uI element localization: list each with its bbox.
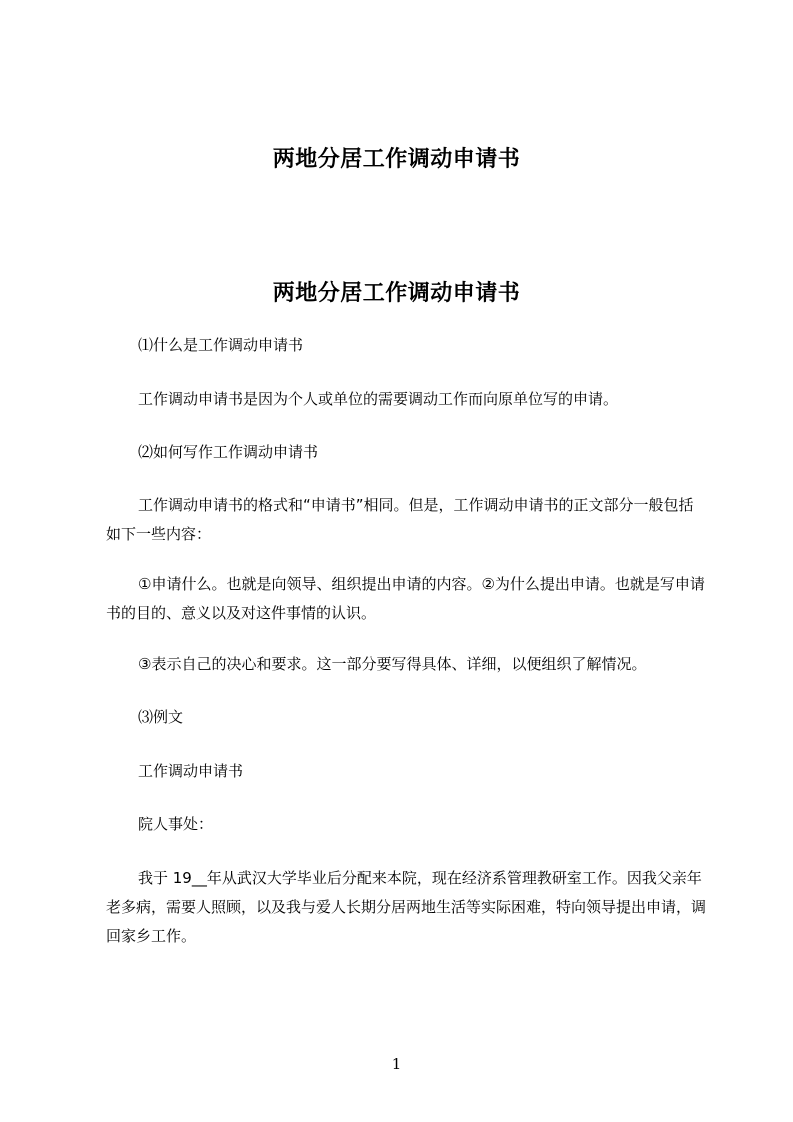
example-salutation: 院人事处：	[138, 815, 214, 833]
section-heading-how-to-write: ⑵如何写作工作调动申请书	[138, 443, 319, 461]
example-body-paragraph: 我于 19__年从武汉大学毕业后分配来本院，现在经济系管理教研室工作。因我父亲年老多病，需要人照顾，以及我与爱人长期分居两地生活等实际困难，特向领导提出申请，调回家乡工作。	[106, 869, 707, 945]
section-heading-example: ⑶例文	[138, 708, 184, 726]
body-paragraph-content-points: ①申请什么。也就是向领导、组织提出申请的内容。②为什么提出申请。也就是写申请书的目的、意义以及对这件事情的认识。	[106, 575, 705, 622]
body-paragraph-definition: 工作调动申请书是因为个人或单位的需要调动工作而向原单位写的申请。	[138, 390, 619, 408]
example-title: 工作调动申请书	[138, 762, 244, 780]
document-header-title: 两地分居工作调动申请书	[272, 147, 521, 172]
body-paragraph-determination: ③表示自己的决心和要求。这一部分要写得具体、详细，以便组织了解情况。	[138, 655, 647, 673]
body-paragraph-format: 工作调动申请书的格式和“申请书”相同。但是，工作调动申请书的正文部分一般包括如下一些内容：	[106, 496, 694, 543]
page-number: 1	[391, 1055, 402, 1073]
document-main-title: 两地分居工作调动申请书	[272, 281, 521, 306]
section-heading-what-is: ⑴什么是工作调动申请书	[138, 336, 304, 354]
